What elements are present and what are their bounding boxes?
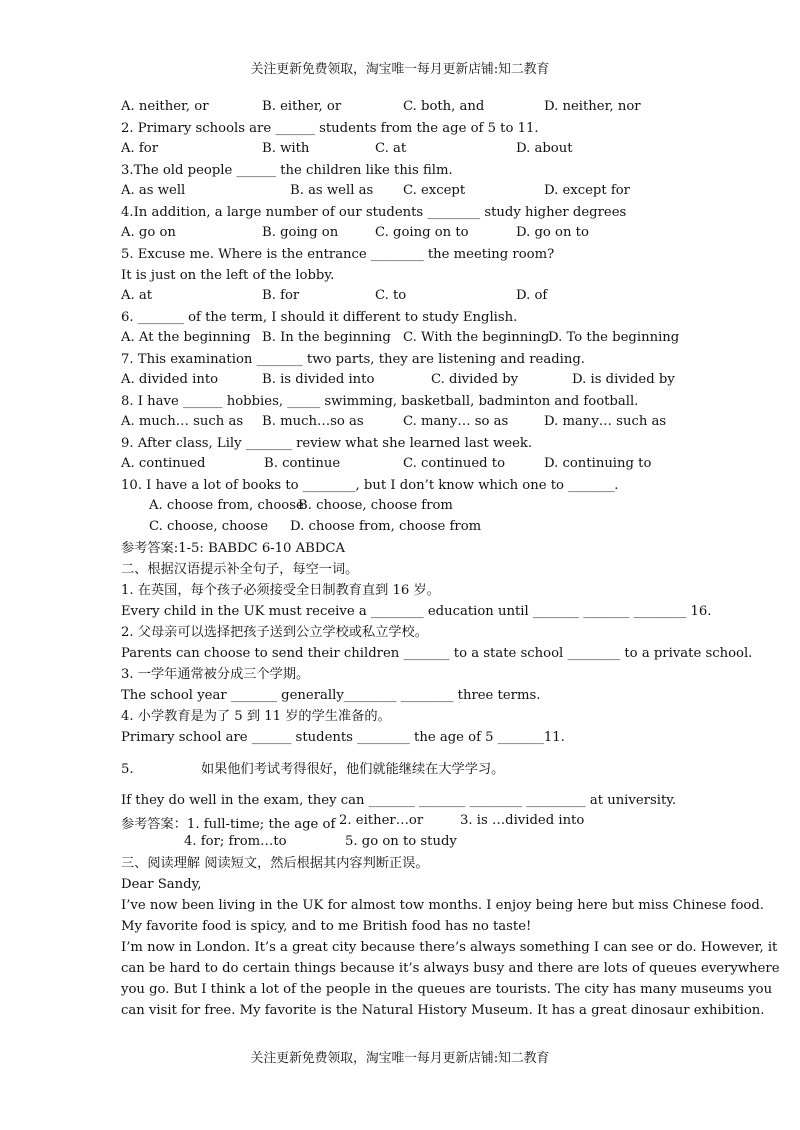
q7-option-b: B. is divided into — [262, 372, 375, 387]
q10-option-b: B. choose, choose from — [298, 498, 453, 513]
s2-item-4-english: Primary school are ______ students ________ the age of 5 _______11. — [121, 730, 565, 745]
q9-option-c: C. continued to — [403, 456, 506, 471]
answer-key-2-part-4: 4. for; from…to — [184, 834, 287, 849]
letter-line: I’m now in London. It’s a great city because there’s always something I can see or do. However, it — [121, 940, 778, 955]
letter-line: can visit for free. My favorite is the Natural History Museum. It has a great dinosaur exhibition. — [121, 1003, 765, 1018]
s2-item-5-number: 5. — [121, 762, 134, 777]
q8-option-a: A. much… such as — [121, 414, 244, 429]
question-5: 5. Excuse me. Where is the entrance ________ the meeting room? — [121, 247, 555, 262]
q7-option-a: A. divided into — [121, 372, 219, 387]
section-3-title: 三、阅读理解 阅读短文，然后根据其内容判断正误。 — [121, 856, 429, 871]
answer-key-2-part-2: 2. either…or — [339, 813, 424, 828]
answer-key-2-part-1: 参考答案：1. full-time; the age of — [121, 817, 336, 832]
q3-option-a: A. as well — [121, 183, 186, 198]
q10-option-d: D. choose from, choose from — [290, 519, 482, 534]
q1-option-c: C. both, and — [403, 99, 485, 114]
answer-key-2-part-5: 5. go on to study — [345, 834, 457, 849]
letter-line: can be hard to do certain things because it’s always busy and there are lots of queues everywhere — [121, 961, 780, 976]
q2-option-b: B. with — [262, 141, 310, 156]
q10-option-c: C. choose, choose — [149, 519, 269, 534]
q6-option-c: C. With the beginning — [403, 330, 550, 345]
question-10: 10. I have a lot of books to ________, but I don’t know which one to _______. — [121, 478, 619, 493]
letter-greeting: Dear Sandy, — [121, 877, 202, 892]
q5-option-b: B. for — [262, 288, 300, 303]
q7-option-d: D. is divided by — [572, 372, 675, 387]
q10-option-a: A. choose from, choose — [149, 498, 304, 513]
question-8: 8. I have ______ hobbies, _____ swimming, basketball, badminton and football. — [121, 394, 639, 409]
q8-option-c: C. many… so as — [403, 414, 509, 429]
s2-item-5-chinese: 如果他们考试考得很好，他们就能继续在大学学习。 — [201, 762, 505, 777]
q6-option-a: A. At the beginning — [121, 330, 251, 345]
q3-option-b: B. as well as — [290, 183, 374, 198]
letter-line: you go. But I think a lot of the people in the queues are tourists. The city has many museums you — [121, 982, 773, 997]
page-header: 关注更新免费领取，淘宝唯一每月更新店铺:知二教育 — [250, 62, 550, 77]
s2-item-3-chinese: 3. 一学年通常被分成三个学期。 — [121, 667, 310, 682]
q8-option-d: D. many… such as — [544, 414, 667, 429]
q4-option-d: D. go on to — [516, 225, 589, 240]
letter-line: I’ve now been living in the UK for almost tow months. I enjoy being here but miss Chinese food. — [121, 898, 764, 913]
q2-option-d: D. about — [516, 141, 573, 156]
q5-option-d: D. of — [516, 288, 548, 303]
q2-option-a: A. for — [121, 141, 159, 156]
s2-item-2-chinese: 2. 父母亲可以选择把孩子送到公立学校或私立学校。 — [121, 625, 428, 640]
q1-option-a: A. neither, or — [121, 99, 209, 114]
question-6: 6. _______ of the term, I should it different to study English. — [121, 310, 518, 325]
question-5-reply: It is just on the left of the lobby. — [121, 268, 335, 283]
page-footer: 关注更新免费领取，淘宝唯一每月更新店铺:知二教育 — [250, 1051, 550, 1066]
question-2: 2. Primary schools are ______ students from the age of 5 to 11. — [121, 121, 539, 136]
q4-option-c: C. going on to — [375, 225, 469, 240]
q9-option-d: D. continuing to — [544, 456, 652, 471]
q1-option-b: B. either, or — [262, 99, 342, 114]
q5-option-a: A. at — [121, 288, 153, 303]
q8-option-b: B. much…so as — [262, 414, 364, 429]
q1-option-d: D. neither, nor — [544, 99, 641, 114]
s2-item-5-english: If they do well in the exam, they can _______ _______ ________ _________ at university. — [121, 793, 677, 808]
q4-option-a: A. go on — [121, 225, 176, 240]
answer-key-2-part-3: 3. is …divided into — [460, 813, 585, 828]
q6-option-d: D. To the beginning — [548, 330, 680, 345]
s2-item-1-chinese: 1. 在英国，每个孩子必须接受全日制教育直到 16 岁。 — [121, 583, 440, 598]
q5-option-c: C. to — [375, 288, 407, 303]
q3-option-d: D. except for — [544, 183, 630, 198]
s2-item-4-chinese: 4. 小学教育是为了 5 到 11 岁的学生准备的。 — [121, 709, 391, 724]
s2-item-3-english: The school year _______ generally________ ________ three terms. — [121, 688, 541, 703]
answer-key-1: 参考答案:1-5: BABDC 6-10 ABDCA — [121, 541, 346, 556]
question-7: 7. This examination _______ two parts, they are listening and reading. — [121, 352, 585, 367]
question-3: 3.The old people ______ the children like this film. — [121, 163, 453, 178]
q3-option-c: C. except — [403, 183, 466, 198]
q6-option-b: B. In the beginning — [262, 330, 391, 345]
s2-item-1-english: Every child in the UK must receive a ________ education until _______ _______ ________ 16. — [121, 604, 712, 619]
question-9: 9. After class, Lily _______ review what she learned last week. — [121, 436, 533, 451]
q7-option-c: C. divided by — [431, 372, 519, 387]
q9-option-b: B. continue — [264, 456, 341, 471]
q9-option-a: A. continued — [121, 456, 206, 471]
letter-line: My favorite food is spicy, and to me British food has no taste! — [121, 919, 532, 934]
s2-item-2-english: Parents can choose to send their children _______ to a state school ________ to a private school. — [121, 646, 753, 661]
q4-option-b: B. going on — [262, 225, 339, 240]
section-2-title: 二、根据汉语提示补全句子，每空一词。 — [121, 562, 359, 577]
question-4: 4.In addition, a large number of our students ________ study higher degrees — [121, 205, 627, 220]
q2-option-c: C. at — [375, 141, 407, 156]
